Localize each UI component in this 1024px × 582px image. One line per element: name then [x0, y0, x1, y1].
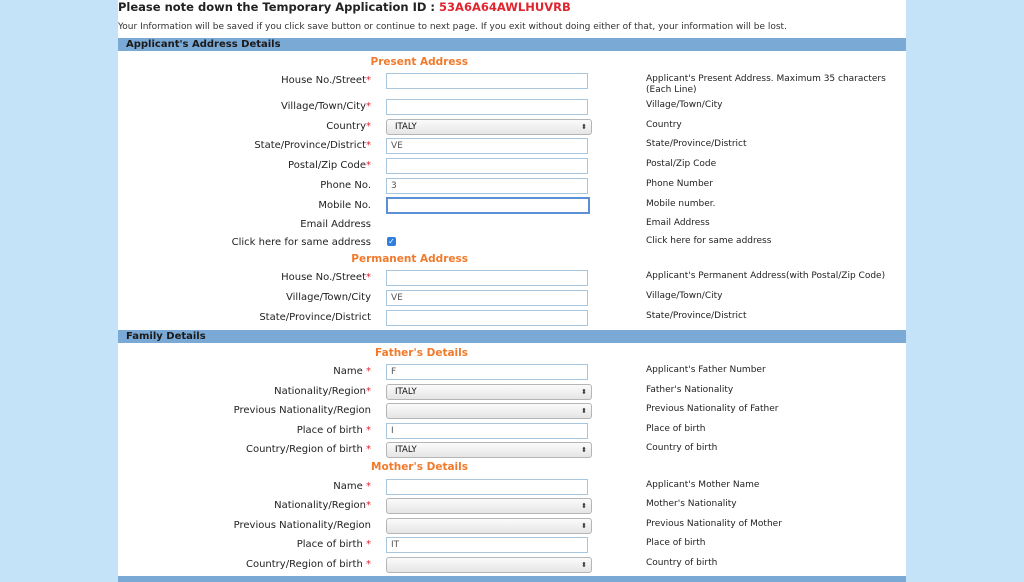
field-hint: Village/Town/City — [646, 100, 723, 110]
father-row — [118, 364, 906, 382]
field-label-text: Place of birth — [296, 539, 363, 550]
text-input[interactable] — [386, 197, 590, 214]
select-field[interactable] — [386, 442, 592, 458]
field-hint: Previous Nationality of Father — [646, 404, 779, 414]
field-label-text: Nationality/Region — [274, 386, 366, 397]
mother-row — [118, 479, 906, 497]
field-hint: Mother's Nationality — [646, 499, 737, 509]
text-input[interactable] — [386, 99, 588, 115]
field-label-text: Email Address — [300, 219, 371, 230]
text-input[interactable] — [386, 270, 588, 286]
field-hint: Phone Number — [646, 179, 713, 189]
subhead-mother-details: Mother's Details — [371, 461, 468, 473]
required-marker: * — [366, 101, 371, 112]
field-label-text: Country/Region of birth — [245, 559, 363, 570]
required-marker: * — [366, 75, 371, 86]
field-label-text: Previous Nationality/Region — [233, 520, 371, 531]
save-info-text: Your Information will be saved if you click save button or continue to next page. If you exit without doing either of that, your information will be lost. — [118, 22, 787, 32]
field-hint: Father's Nationality — [646, 385, 734, 395]
updown-arrow-icon: ⬍ — [581, 446, 587, 454]
field-label-text: Previous Nationality/Region — [233, 405, 371, 416]
field-label-text: State/Province/District — [259, 312, 371, 323]
subhead-present-address: Present Address — [370, 56, 468, 68]
field-label — [320, 180, 371, 191]
field-label — [326, 121, 371, 132]
field-label — [234, 405, 371, 416]
field-label — [286, 292, 371, 303]
required-marker: * — [366, 121, 371, 132]
field-label-text: Place of birth — [296, 425, 363, 436]
present-address-row — [118, 158, 906, 176]
field-label-text: House No./Street — [281, 75, 366, 86]
field-hint: Country of birth — [646, 443, 718, 453]
updown-arrow-icon: ⬍ — [581, 388, 587, 396]
updown-arrow-icon: ⬍ — [581, 407, 587, 415]
field-hint: Previous Nationality of Mother — [646, 519, 782, 529]
field-hint: Applicant's Father Number — [646, 365, 766, 375]
field-label-text: House No./Street — [281, 272, 366, 283]
field-label-text: Mobile No. — [318, 200, 371, 211]
field-hint: Country of birth — [646, 558, 718, 568]
field-label — [234, 520, 371, 531]
required-marker: * — [362, 425, 371, 436]
select-field[interactable] — [386, 498, 592, 514]
field-hint: Village/Town/City — [646, 291, 723, 301]
required-marker: * — [362, 444, 371, 455]
required-marker: * — [366, 140, 371, 151]
field-label-text: Click here for same address — [231, 237, 371, 248]
field-label-text: State/Province/District — [254, 140, 366, 151]
mother-row — [118, 518, 906, 536]
field-hint: Email Address — [646, 218, 710, 228]
field-label-text: Country/Region of birth — [245, 444, 363, 455]
field-label — [254, 140, 371, 151]
present-address-row — [118, 73, 906, 95]
field-hint: State/Province/District — [646, 139, 747, 149]
field-label — [281, 75, 371, 86]
select-value: ITALY — [395, 445, 417, 455]
field-label — [281, 272, 371, 283]
section-address-details: Applicant's Address Details — [118, 38, 906, 51]
present-address-row — [118, 217, 906, 235]
field-label-text: Postal/Zip Code — [288, 160, 366, 171]
section-next-bar — [118, 576, 906, 582]
text-input[interactable]: 3 — [386, 178, 588, 194]
field-hint: Place of birth — [646, 424, 706, 434]
present-address-row — [118, 235, 906, 253]
father-row — [118, 442, 906, 460]
same-address-checkbox[interactable]: ✓ — [388, 237, 395, 246]
father-row — [118, 384, 906, 402]
permanent-address-row — [118, 290, 906, 308]
present-address-row — [118, 178, 906, 196]
field-label-text: Village/Town/City — [281, 101, 366, 112]
present-address-row — [118, 198, 906, 216]
required-marker: * — [366, 500, 371, 511]
present-address-row — [118, 119, 906, 137]
mother-row — [118, 537, 906, 555]
text-input[interactable]: I — [386, 423, 588, 439]
field-hint: Mobile number. — [646, 199, 716, 209]
required-marker: * — [362, 481, 371, 492]
text-input[interactable]: VE — [386, 290, 588, 306]
text-input[interactable]: IT — [386, 537, 588, 553]
select-field[interactable] — [386, 518, 592, 534]
temp-id-prefix: Please note down the Temporary Application ID : — [118, 0, 436, 14]
field-label-text: Name — [333, 481, 363, 492]
required-marker: * — [366, 386, 371, 397]
father-row — [118, 403, 906, 421]
text-input[interactable]: VE — [386, 138, 588, 154]
field-label — [318, 200, 371, 211]
field-label — [333, 366, 371, 377]
field-label — [246, 559, 371, 570]
field-label — [300, 219, 371, 230]
field-label-text: Village/Town/City — [286, 292, 371, 303]
permanent-address-row — [118, 270, 906, 288]
select-value: ITALY — [395, 387, 417, 397]
required-marker: * — [362, 559, 371, 570]
field-hint: Applicant's Permanent Address(with Postal/Zip Code) — [646, 271, 886, 281]
select-field[interactable] — [386, 119, 592, 135]
present-address-row — [118, 138, 906, 156]
required-marker: * — [366, 272, 371, 283]
field-label — [288, 160, 371, 171]
updown-arrow-icon: ⬍ — [581, 123, 587, 131]
updown-arrow-icon: ⬍ — [581, 561, 587, 569]
field-label — [246, 444, 371, 455]
select-field[interactable] — [386, 557, 592, 573]
subhead-permanent-address: Permanent Address — [351, 253, 468, 265]
field-label — [297, 425, 371, 436]
subhead-father-details: Father's Details — [375, 347, 468, 359]
permanent-address-row — [118, 310, 906, 328]
mother-row — [118, 498, 906, 516]
field-hint: Click here for same address — [646, 236, 772, 246]
text-input[interactable] — [386, 158, 588, 174]
field-label — [281, 101, 371, 112]
text-input[interactable] — [386, 479, 588, 495]
field-label — [274, 386, 371, 397]
select-field[interactable] — [386, 403, 592, 419]
father-row — [118, 423, 906, 441]
text-input[interactable]: F — [386, 364, 588, 380]
updown-arrow-icon: ⬍ — [581, 522, 587, 530]
select-value: ITALY — [395, 122, 417, 132]
temp-application-id: 53A6A64AWLHUVRB — [439, 0, 571, 14]
required-marker: * — [366, 160, 371, 171]
field-label-text: Nationality/Region — [274, 500, 366, 511]
field-label — [259, 312, 371, 323]
select-field[interactable] — [386, 384, 592, 400]
field-hint: State/Province/District — [646, 311, 747, 321]
field-label — [333, 481, 371, 492]
application-form-page — [118, 0, 906, 582]
field-hint: Applicant's Mother Name — [646, 480, 760, 490]
present-address-row — [118, 99, 906, 117]
field-label — [232, 237, 371, 248]
field-hint: Postal/Zip Code — [646, 159, 717, 169]
field-label-text: Country — [326, 121, 366, 132]
field-label — [297, 539, 371, 550]
required-marker: * — [362, 539, 371, 550]
field-hint: Place of birth — [646, 538, 706, 548]
field-label-text: Name — [333, 366, 363, 377]
field-hint: Applicant's Present Address. Maximum 35 characters (Each Line) — [646, 74, 886, 95]
section-family-details: Family Details — [118, 330, 906, 343]
field-label-text: Phone No. — [320, 180, 371, 191]
field-hint: Country — [646, 120, 682, 130]
text-input[interactable] — [386, 73, 588, 89]
temp-id-note — [118, 0, 571, 14]
field-label — [274, 500, 371, 511]
updown-arrow-icon: ⬍ — [581, 502, 587, 510]
required-marker: * — [362, 366, 371, 377]
mother-row — [118, 557, 906, 575]
text-input[interactable] — [386, 310, 588, 326]
